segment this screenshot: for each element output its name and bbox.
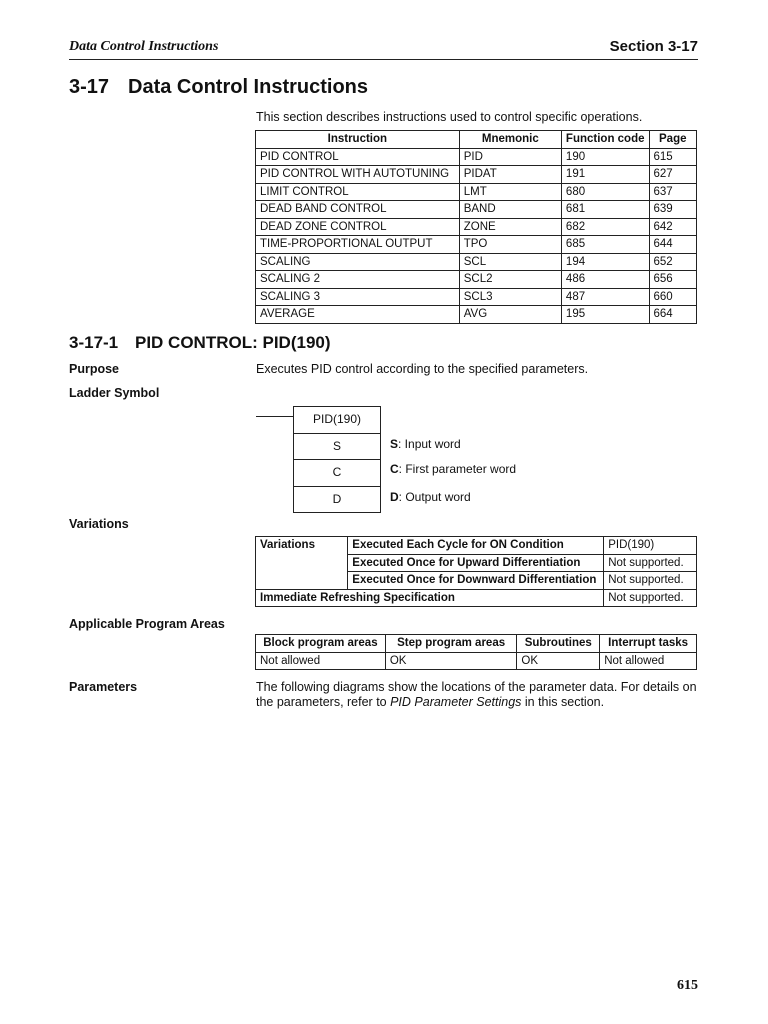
operand-desc: : First parameter word [398, 462, 517, 476]
table-cell: DEAD ZONE CONTROL [256, 218, 460, 236]
table-cell: PIDAT [459, 166, 561, 184]
table-cell: 487 [561, 288, 649, 306]
table-row [256, 537, 697, 555]
program-areas-label: Applicable Program Areas [69, 617, 225, 631]
table-cell: 644 [649, 236, 696, 254]
table-cell: 685 [561, 236, 649, 254]
table-cell: SCALING 3 [256, 288, 460, 306]
table-cell: TIME-PROPORTIONAL OUTPUT [256, 236, 460, 254]
table-header-row [256, 635, 697, 653]
column-header: Instruction [256, 131, 460, 149]
intro-text: This section describes instructions used to control specific operations. [256, 110, 643, 124]
parameters-text-end: in this section. [521, 695, 605, 709]
table-cell: 190 [561, 148, 649, 166]
table-row [256, 148, 697, 166]
table-cell: SCL3 [459, 288, 561, 306]
column-header: Subroutines [517, 635, 600, 653]
operand-desc: : Output word [398, 490, 471, 504]
table-cell: DEAD BAND CONTROL [256, 201, 460, 219]
table-cell: AVG [459, 306, 561, 324]
table-cell: 642 [649, 218, 696, 236]
table-row [256, 253, 697, 271]
table-cell: 639 [649, 201, 696, 219]
table-cell: Executed Once for Downward Differentiation [348, 572, 604, 590]
table-cell: BAND [459, 201, 561, 219]
subsection-title: PID CONTROL: PID(190) [135, 333, 331, 352]
table-cell: 615 [649, 148, 696, 166]
table-cell: PID(190) [604, 537, 697, 555]
table-row [256, 288, 697, 306]
ladder-symbol-box [293, 406, 381, 513]
ladder-symbol-label: Ladder Symbol [69, 386, 160, 400]
column-header: Page [649, 131, 696, 149]
table-cell: Not supported. [604, 589, 697, 607]
instruction-table-header [256, 131, 697, 149]
table-cell: 681 [561, 201, 649, 219]
table-cell: 637 [649, 183, 696, 201]
column-header: Block program areas [256, 635, 386, 653]
table-cell: PID CONTROL [256, 148, 460, 166]
subsection-number: 3-17-1 [69, 333, 119, 352]
table-cell: 486 [561, 271, 649, 289]
variations-label: Variations [69, 517, 129, 531]
section-heading [69, 76, 368, 99]
table-cell: LMT [459, 183, 561, 201]
table-cell: Executed Each Cycle for ON Condition [348, 537, 604, 555]
ladder-input-line [256, 416, 294, 417]
table-cell: SCALING [256, 253, 460, 271]
table-row [256, 306, 697, 324]
ladder-instruction-name: PID(190) [312, 412, 362, 426]
table-row [256, 166, 697, 184]
section-title: Data Control Instructions [128, 76, 369, 98]
ladder-operand-s: S [294, 433, 380, 460]
table-cell: 680 [561, 183, 649, 201]
column-header: Function code [561, 131, 649, 149]
instruction-table [255, 130, 697, 324]
variations-table [255, 536, 697, 607]
table-row [256, 236, 697, 254]
table-cell: AVERAGE [256, 306, 460, 324]
table-cell: 664 [649, 306, 696, 324]
program-areas-table [255, 634, 697, 670]
table-cell: OK [517, 652, 600, 670]
table-row [256, 271, 697, 289]
page-number: 615 [677, 978, 698, 993]
table-cell: 660 [649, 288, 696, 306]
table-cell: Not allowed [256, 652, 386, 670]
table-cell: OK [385, 652, 517, 670]
variations-header-cell: Variations [256, 537, 348, 590]
ladder-operand-c: C [294, 459, 380, 486]
header-rule [69, 59, 698, 60]
table-cell: 195 [561, 306, 649, 324]
table-cell: 194 [561, 253, 649, 271]
operand-key: S [390, 437, 399, 451]
table-cell: Not supported. [604, 554, 697, 572]
subsection-heading [69, 333, 331, 353]
table-row [256, 201, 697, 219]
table-cell: PID CONTROL WITH AUTOTUNING [256, 166, 460, 184]
column-header: Interrupt tasks [600, 635, 697, 653]
table-row [256, 183, 697, 201]
table-cell: LIMIT CONTROL [256, 183, 460, 201]
table-row [256, 218, 697, 236]
purpose-text: Executes PID control according to the specified parameters. [256, 362, 589, 376]
parameters-text-start: The following diagrams show the locations of the parameter data. For details on the parameters, refer to [256, 680, 697, 709]
parameters-reference-link-text: PID Parameter Settings [390, 695, 522, 709]
running-header-section: Section 3-17 [609, 38, 698, 55]
table-cell: Not allowed [600, 652, 697, 670]
instruction-table-body [256, 148, 697, 323]
table-row [256, 589, 697, 607]
operand-desc: : Input word [398, 437, 461, 451]
table-cell: Not supported. [604, 572, 697, 590]
parameters-label: Parameters [69, 680, 138, 694]
table-cell: Executed Once for Upward Differentiation [348, 554, 604, 572]
running-header-title: Data Control Instructions [69, 39, 219, 54]
table-cell: Immediate Refreshing Specification [256, 589, 604, 607]
column-header: Mnemonic [459, 131, 561, 149]
table-cell: SCL2 [459, 271, 561, 289]
ladder-operand-d: D [294, 486, 380, 513]
parameters-text [256, 680, 701, 710]
table-cell: TPO [459, 236, 561, 254]
section-number: 3-17 [69, 76, 110, 98]
operand-description-c [390, 462, 516, 476]
column-header: Step program areas [385, 635, 517, 653]
purpose-label: Purpose [69, 362, 120, 376]
table-row [256, 652, 697, 670]
operand-key: D [390, 490, 399, 504]
table-cell: 656 [649, 271, 696, 289]
table-cell: 191 [561, 166, 649, 184]
operand-description-s [390, 437, 461, 451]
table-cell: 627 [649, 166, 696, 184]
operand-key: C [390, 462, 399, 476]
table-cell: PID [459, 148, 561, 166]
table-cell: SCL [459, 253, 561, 271]
table-cell: ZONE [459, 218, 561, 236]
table-cell: 652 [649, 253, 696, 271]
table-cell: 682 [561, 218, 649, 236]
table-cell: SCALING 2 [256, 271, 460, 289]
operand-description-d [390, 490, 471, 504]
